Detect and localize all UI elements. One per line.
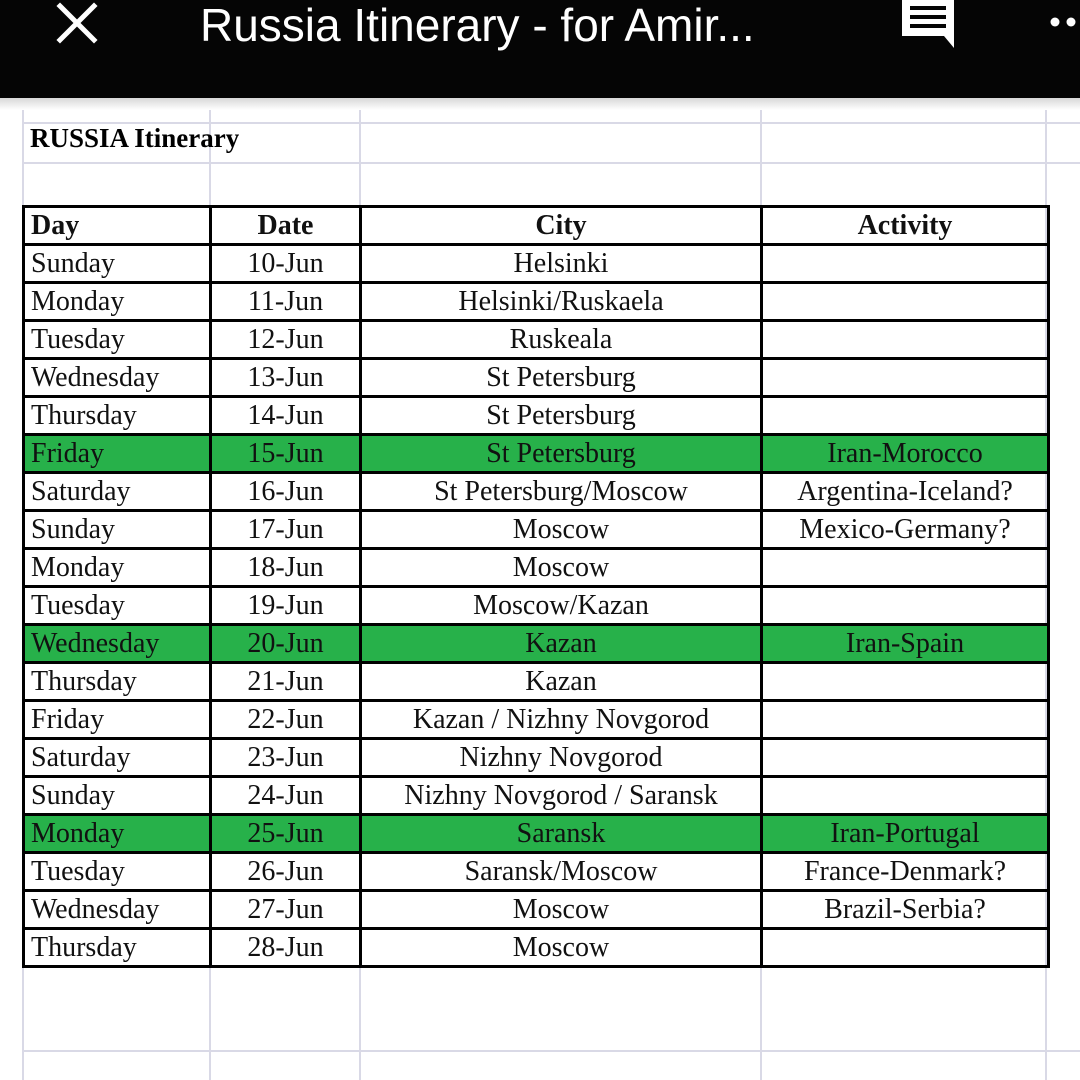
cell-activity[interactable]: [762, 701, 1049, 739]
top-bar: [0, 0, 1080, 98]
cell-date[interactable]: 22-Jun: [211, 701, 361, 739]
cell-city[interactable]: Nizhny Novgorod / Saransk: [361, 777, 762, 815]
toolbar-shadow: [0, 98, 1080, 110]
table-row: [24, 397, 1049, 435]
cell-day[interactable]: Sunday: [24, 777, 211, 815]
cell-city[interactable]: Ruskeala: [361, 321, 762, 359]
table-row: [24, 511, 1049, 549]
cell-day[interactable]: Friday: [24, 435, 211, 473]
itinerary-body: [24, 245, 1049, 967]
grid-line: [22, 162, 1080, 164]
cell-date[interactable]: 20-Jun: [211, 625, 361, 663]
cell-activity[interactable]: [762, 739, 1049, 777]
cell-date[interactable]: 17-Jun: [211, 511, 361, 549]
cell-date[interactable]: 13-Jun: [211, 359, 361, 397]
cell-city[interactable]: Saransk: [361, 815, 762, 853]
cell-date[interactable]: 24-Jun: [211, 777, 361, 815]
table-row: [24, 321, 1049, 359]
cell-activity[interactable]: [762, 587, 1049, 625]
cell-day[interactable]: Wednesday: [24, 359, 211, 397]
cell-day[interactable]: Wednesday: [24, 891, 211, 929]
cell-city[interactable]: Moscow/Kazan: [361, 587, 762, 625]
table-row: [24, 663, 1049, 701]
table-row: [24, 245, 1049, 283]
table-row: [24, 929, 1049, 967]
cell-day[interactable]: Sunday: [24, 511, 211, 549]
cell-day[interactable]: Tuesday: [24, 321, 211, 359]
table-row: [24, 777, 1049, 815]
cell-city[interactable]: St Petersburg: [361, 359, 762, 397]
column-header-date[interactable]: Date: [211, 207, 361, 245]
cell-date[interactable]: 16-Jun: [211, 473, 361, 511]
cell-activity[interactable]: [762, 283, 1049, 321]
table-row: [24, 815, 1049, 853]
cell-date[interactable]: 15-Jun: [211, 435, 361, 473]
cell-date[interactable]: 27-Jun: [211, 891, 361, 929]
grid-line: [22, 1050, 1080, 1052]
cell-city[interactable]: Kazan / Nizhny Novgorod: [361, 701, 762, 739]
document-title: Russia Itinerary - for Amir...: [200, 0, 755, 51]
cell-date[interactable]: 23-Jun: [211, 739, 361, 777]
sheet-title: RUSSIA Itinerary: [30, 123, 240, 153]
cell-activity[interactable]: France-Denmark?: [762, 853, 1049, 891]
cell-date[interactable]: 26-Jun: [211, 853, 361, 891]
table-row: [24, 283, 1049, 321]
cell-date[interactable]: 21-Jun: [211, 663, 361, 701]
cell-day[interactable]: Thursday: [24, 397, 211, 435]
itinerary-table: [22, 205, 1050, 968]
cell-day[interactable]: Monday: [24, 283, 211, 321]
header-row: [24, 207, 1049, 245]
cell-activity[interactable]: [762, 929, 1049, 967]
cell-activity[interactable]: [762, 245, 1049, 283]
table-row: [24, 739, 1049, 777]
more-icon: [1046, 8, 1080, 38]
cell-date[interactable]: 11-Jun: [211, 283, 361, 321]
cell-activity[interactable]: [762, 359, 1049, 397]
more-options-button[interactable]: [1046, 8, 1080, 38]
cell-date[interactable]: 12-Jun: [211, 321, 361, 359]
column-header-day[interactable]: Day: [24, 207, 211, 245]
table-row: [24, 549, 1049, 587]
cell-activity[interactable]: [762, 663, 1049, 701]
cell-city[interactable]: Helsinki/Ruskaela: [361, 283, 762, 321]
cell-day[interactable]: Saturday: [24, 739, 211, 777]
cell-activity[interactable]: Mexico-Germany?: [762, 511, 1049, 549]
cell-activity[interactable]: Iran-Morocco: [762, 435, 1049, 473]
cell-date[interactable]: 25-Jun: [211, 815, 361, 853]
table-row: [24, 473, 1049, 511]
table-row: [24, 701, 1049, 739]
table-row: [24, 891, 1049, 929]
close-icon: [52, 0, 104, 50]
cell-day[interactable]: Saturday: [24, 473, 211, 511]
cell-activity[interactable]: [762, 397, 1049, 435]
comment-button[interactable]: [900, 0, 958, 52]
cell-city[interactable]: Moscow: [361, 929, 762, 967]
cell-activity[interactable]: [762, 321, 1049, 359]
table-row: [24, 587, 1049, 625]
cell-day[interactable]: Thursday: [24, 663, 211, 701]
table-row: [24, 359, 1049, 397]
cell-date[interactable]: 14-Jun: [211, 397, 361, 435]
cell-city[interactable]: St Petersburg/Moscow: [361, 473, 762, 511]
cell-city[interactable]: Moscow: [361, 549, 762, 587]
cell-city[interactable]: Kazan: [361, 625, 762, 663]
cell-city[interactable]: St Petersburg: [361, 435, 762, 473]
cell-day[interactable]: Sunday: [24, 245, 211, 283]
table-row: [24, 853, 1049, 891]
cell-activity[interactable]: Brazil-Serbia?: [762, 891, 1049, 929]
cell-activity[interactable]: [762, 777, 1049, 815]
cell-day[interactable]: Friday: [24, 701, 211, 739]
close-button[interactable]: [52, 0, 104, 50]
cell-day[interactable]: Thursday: [24, 929, 211, 967]
cell-day[interactable]: Monday: [24, 815, 211, 853]
column-header-city[interactable]: City: [361, 207, 762, 245]
cell-date[interactable]: 19-Jun: [211, 587, 361, 625]
cell-activity[interactable]: Argentina-Iceland?: [762, 473, 1049, 511]
cell-date[interactable]: 18-Jun: [211, 549, 361, 587]
comment-icon: [900, 0, 958, 52]
cell-date[interactable]: 10-Jun: [211, 245, 361, 283]
cell-city[interactable]: Saransk/Moscow: [361, 853, 762, 891]
cell-day[interactable]: Tuesday: [24, 587, 211, 625]
cell-activity[interactable]: Iran-Spain: [762, 625, 1049, 663]
cell-city[interactable]: St Petersburg: [361, 397, 762, 435]
cell-city[interactable]: Helsinki: [361, 245, 762, 283]
cell-city[interactable]: Kazan: [361, 663, 762, 701]
cell-day[interactable]: Tuesday: [24, 853, 211, 891]
column-header-activity[interactable]: Activity: [762, 207, 1049, 245]
cell-activity[interactable]: [762, 549, 1049, 587]
cell-city[interactable]: Moscow: [361, 891, 762, 929]
cell-day[interactable]: Wednesday: [24, 625, 211, 663]
cell-date[interactable]: 28-Jun: [211, 929, 361, 967]
cell-city[interactable]: Moscow: [361, 511, 762, 549]
cell-city[interactable]: Nizhny Novgorod: [361, 739, 762, 777]
cell-activity[interactable]: Iran-Portugal: [762, 815, 1049, 853]
cell-day[interactable]: Monday: [24, 549, 211, 587]
table-row: [24, 625, 1049, 663]
table-row: [24, 435, 1049, 473]
